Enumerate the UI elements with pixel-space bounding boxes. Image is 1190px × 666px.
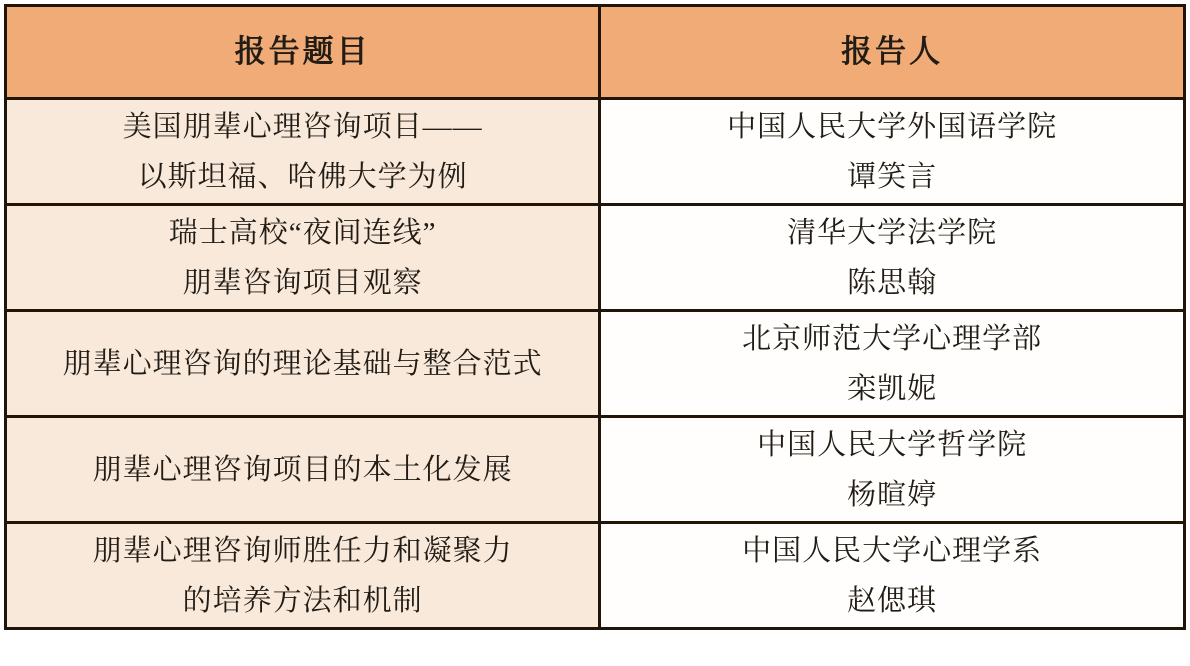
presenter-affiliation: 清华大学法学院 xyxy=(787,216,998,249)
header-report-title-label: 报告题目 xyxy=(234,34,371,69)
presenter-cell xyxy=(600,523,1185,629)
report-title-line: 瑞士高校“夜间连线” xyxy=(168,216,437,249)
table-row xyxy=(6,523,1185,629)
presenter-cell xyxy=(600,205,1185,311)
presenter-affiliation: 中国人民大学外国语学院 xyxy=(727,110,1058,143)
table-row xyxy=(6,417,1185,523)
presenter-name: 栾凯妮 xyxy=(847,372,938,405)
presenter-name: 杨暄婷 xyxy=(847,478,938,511)
presenter-cell xyxy=(600,311,1185,417)
table-row xyxy=(6,99,1185,205)
report-title-line: 朋辈心理咨询的理论基础与整合范式 xyxy=(62,347,543,380)
presenter-affiliation: 中国人民大学心理学系 xyxy=(742,534,1043,567)
header-presenter xyxy=(600,6,1185,99)
presenter-cell xyxy=(600,99,1185,205)
header-presenter-label: 报告人 xyxy=(841,34,944,69)
presenter-affiliation: 北京师范大学心理学部 xyxy=(742,322,1043,355)
presenter-affiliation: 中国人民大学哲学院 xyxy=(757,428,1028,461)
report-title-cell xyxy=(6,205,600,311)
report-title-line: 朋辈心理咨询师胜任力和凝聚力 xyxy=(92,534,513,567)
report-title-cell xyxy=(6,99,600,205)
presenter-name: 赵偲琪 xyxy=(847,584,938,617)
report-table xyxy=(4,4,1186,630)
presenter-name: 陈思翰 xyxy=(847,266,938,299)
table-row xyxy=(6,311,1185,417)
presenter-name: 谭笑言 xyxy=(847,160,938,193)
report-title-line: 美国朋辈心理咨询项目—— xyxy=(122,110,483,143)
header-report-title xyxy=(6,6,600,99)
report-title-line: 朋辈咨询项目观察 xyxy=(182,266,423,299)
report-title-cell xyxy=(6,311,600,417)
report-title-cell xyxy=(6,523,600,629)
table-row xyxy=(6,205,1185,311)
report-title-line: 以斯坦福、哈佛大学为例 xyxy=(137,160,468,193)
report-title-cell xyxy=(6,417,600,523)
presenter-cell xyxy=(600,417,1185,523)
report-title-line: 的培养方法和机制 xyxy=(182,584,423,617)
report-title-line: 朋辈心理咨询项目的本土化发展 xyxy=(92,453,513,486)
header-row xyxy=(6,6,1185,99)
